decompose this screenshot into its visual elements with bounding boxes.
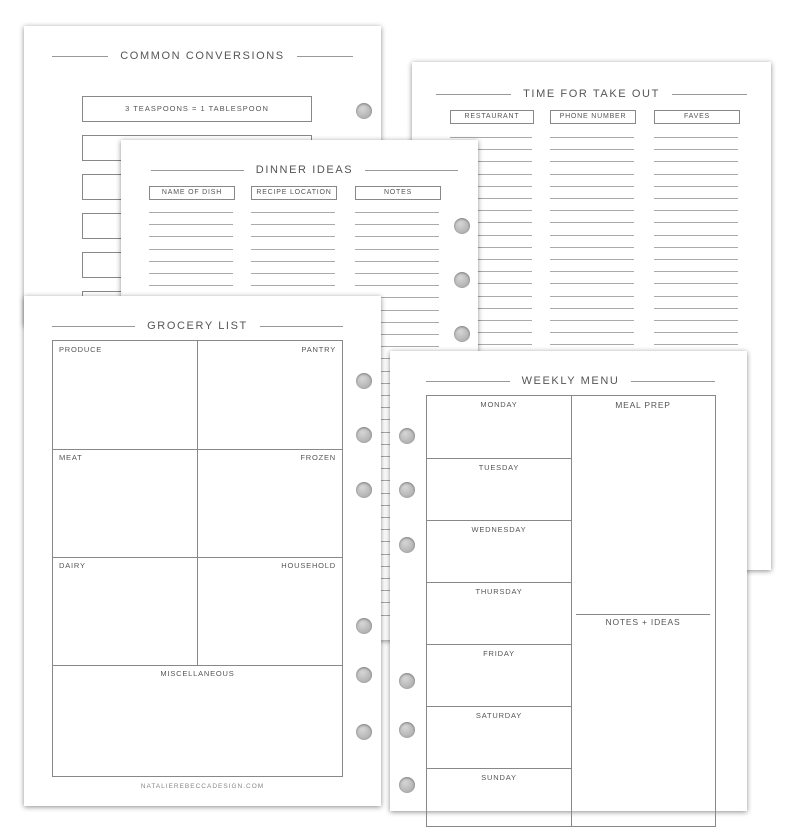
page-title: TIME FOR TAKE OUT	[523, 88, 660, 100]
write-line	[251, 224, 335, 225]
write-line	[654, 308, 738, 309]
write-line	[355, 249, 439, 250]
write-line	[550, 235, 634, 236]
day-label: SATURDAY	[475, 711, 523, 720]
write-line	[654, 161, 738, 162]
write-line	[550, 320, 634, 321]
write-line	[654, 344, 738, 345]
conversion-text: 3 TEASPOONS = 1 TABLESPOON	[125, 104, 269, 113]
write-line	[654, 174, 738, 175]
write-line	[550, 283, 634, 284]
write-line	[450, 137, 532, 138]
column-header-notes: NOTES	[355, 186, 441, 200]
write-line	[654, 186, 738, 187]
day-cell-monday	[427, 396, 571, 458]
binder-hole	[356, 724, 372, 740]
day-label: FRIDAY	[483, 649, 515, 658]
day-label: SUNDAY	[481, 773, 517, 782]
notes-ideas-label: NOTES + IDEAS	[605, 617, 681, 627]
write-line	[550, 149, 634, 150]
footer-website: NATALIEREBECCADESIGN.COM	[140, 783, 265, 790]
write-line	[355, 261, 439, 262]
binder-hole	[399, 777, 415, 793]
write-line	[149, 261, 233, 262]
dinner-title-row	[121, 164, 478, 176]
write-line	[550, 210, 634, 211]
weekly-grid	[426, 395, 716, 827]
day-cell-saturday	[427, 706, 571, 769]
write-line	[654, 198, 738, 199]
day-label: THURSDAY	[475, 587, 523, 596]
write-line	[251, 285, 335, 286]
day-label: MONDAY	[480, 400, 518, 409]
binder-hole	[399, 428, 415, 444]
write-line	[550, 259, 634, 260]
weekly-title-row	[390, 375, 747, 387]
binder-hole	[356, 427, 372, 443]
write-line	[550, 198, 634, 199]
write-line	[654, 210, 738, 211]
write-line	[149, 224, 233, 225]
write-line	[550, 332, 634, 333]
write-line	[251, 273, 335, 274]
write-line	[355, 224, 439, 225]
write-line	[654, 283, 738, 284]
binder-hole	[356, 667, 372, 683]
write-line	[550, 161, 634, 162]
cell-label-frozen: FROZEN	[300, 453, 336, 462]
day-cell-wednesday	[427, 520, 571, 583]
write-line	[550, 344, 634, 345]
binder-hole	[399, 537, 415, 553]
write-line	[654, 332, 738, 333]
write-line	[251, 212, 335, 213]
page-title: WEEKLY MENU	[521, 375, 620, 387]
weekly-menu-page	[390, 351, 747, 811]
write-line	[355, 273, 439, 274]
conversions-title-row	[24, 50, 381, 62]
day-label: TUESDAY	[478, 463, 520, 472]
binder-hole	[399, 673, 415, 689]
cell-label-household: HOUSEHOLD	[281, 561, 336, 570]
cell-label-pantry: PANTRY	[301, 345, 336, 354]
binder-hole	[356, 618, 372, 634]
page-title: GROCERY LIST	[147, 320, 248, 332]
takeout-title-row	[412, 88, 771, 100]
write-line	[654, 271, 738, 272]
write-line	[654, 149, 738, 150]
page-title: DINNER IDEAS	[255, 164, 354, 176]
write-line	[654, 259, 738, 260]
binder-hole	[356, 103, 372, 119]
day-cell-friday	[427, 644, 571, 707]
cell-label-produce: PRODUCE	[59, 345, 103, 354]
day-cell-tuesday	[427, 458, 571, 521]
write-line	[654, 137, 738, 138]
binder-hole	[399, 482, 415, 498]
write-line	[654, 320, 738, 321]
binder-hole	[454, 272, 470, 288]
binder-hole	[454, 218, 470, 234]
conversion-row	[82, 96, 312, 122]
grocery-grid	[52, 340, 343, 777]
write-line	[550, 186, 634, 187]
write-line	[550, 222, 634, 223]
meal-prep-label: MEAL PREP	[615, 400, 671, 410]
page-title: COMMON CONVERSIONS	[120, 50, 285, 62]
binder-hole	[454, 326, 470, 342]
write-line	[251, 249, 335, 250]
write-line	[550, 174, 634, 175]
write-line	[550, 247, 634, 248]
write-line	[355, 285, 439, 286]
day-cell-thursday	[427, 582, 571, 645]
write-line	[355, 236, 439, 237]
write-line	[654, 222, 738, 223]
write-line	[149, 236, 233, 237]
binder-hole	[356, 482, 372, 498]
binder-hole	[399, 722, 415, 738]
write-line	[149, 273, 233, 274]
write-line	[355, 212, 439, 213]
grocery-list-page	[24, 296, 381, 806]
write-line	[550, 308, 634, 309]
write-line	[149, 212, 233, 213]
grocery-title-row	[24, 320, 381, 332]
write-line	[149, 249, 233, 250]
write-line	[550, 271, 634, 272]
day-cell-sunday	[427, 768, 571, 831]
write-line	[149, 285, 233, 286]
day-label: WEDNESDAY	[471, 525, 527, 534]
cell-label-meat: MEAT	[59, 453, 83, 462]
column-header-phone-number: PHONE NUMBER	[550, 110, 636, 124]
cell-label-miscellaneous: MISCELLANEOUS	[160, 669, 235, 678]
write-line	[654, 235, 738, 236]
write-line	[550, 137, 634, 138]
write-line	[654, 247, 738, 248]
column-header-faves: FAVES	[654, 110, 740, 124]
write-line	[251, 236, 335, 237]
column-header-recipe-location: RECIPE LOCATION	[251, 186, 337, 200]
write-line	[654, 296, 738, 297]
write-line	[251, 261, 335, 262]
column-header-restaurant: RESTAURANT	[450, 110, 534, 124]
cell-label-dairy: DAIRY	[59, 561, 86, 570]
binder-hole	[356, 373, 372, 389]
column-header-name-of-dish: NAME OF DISH	[149, 186, 235, 200]
write-line	[550, 296, 634, 297]
